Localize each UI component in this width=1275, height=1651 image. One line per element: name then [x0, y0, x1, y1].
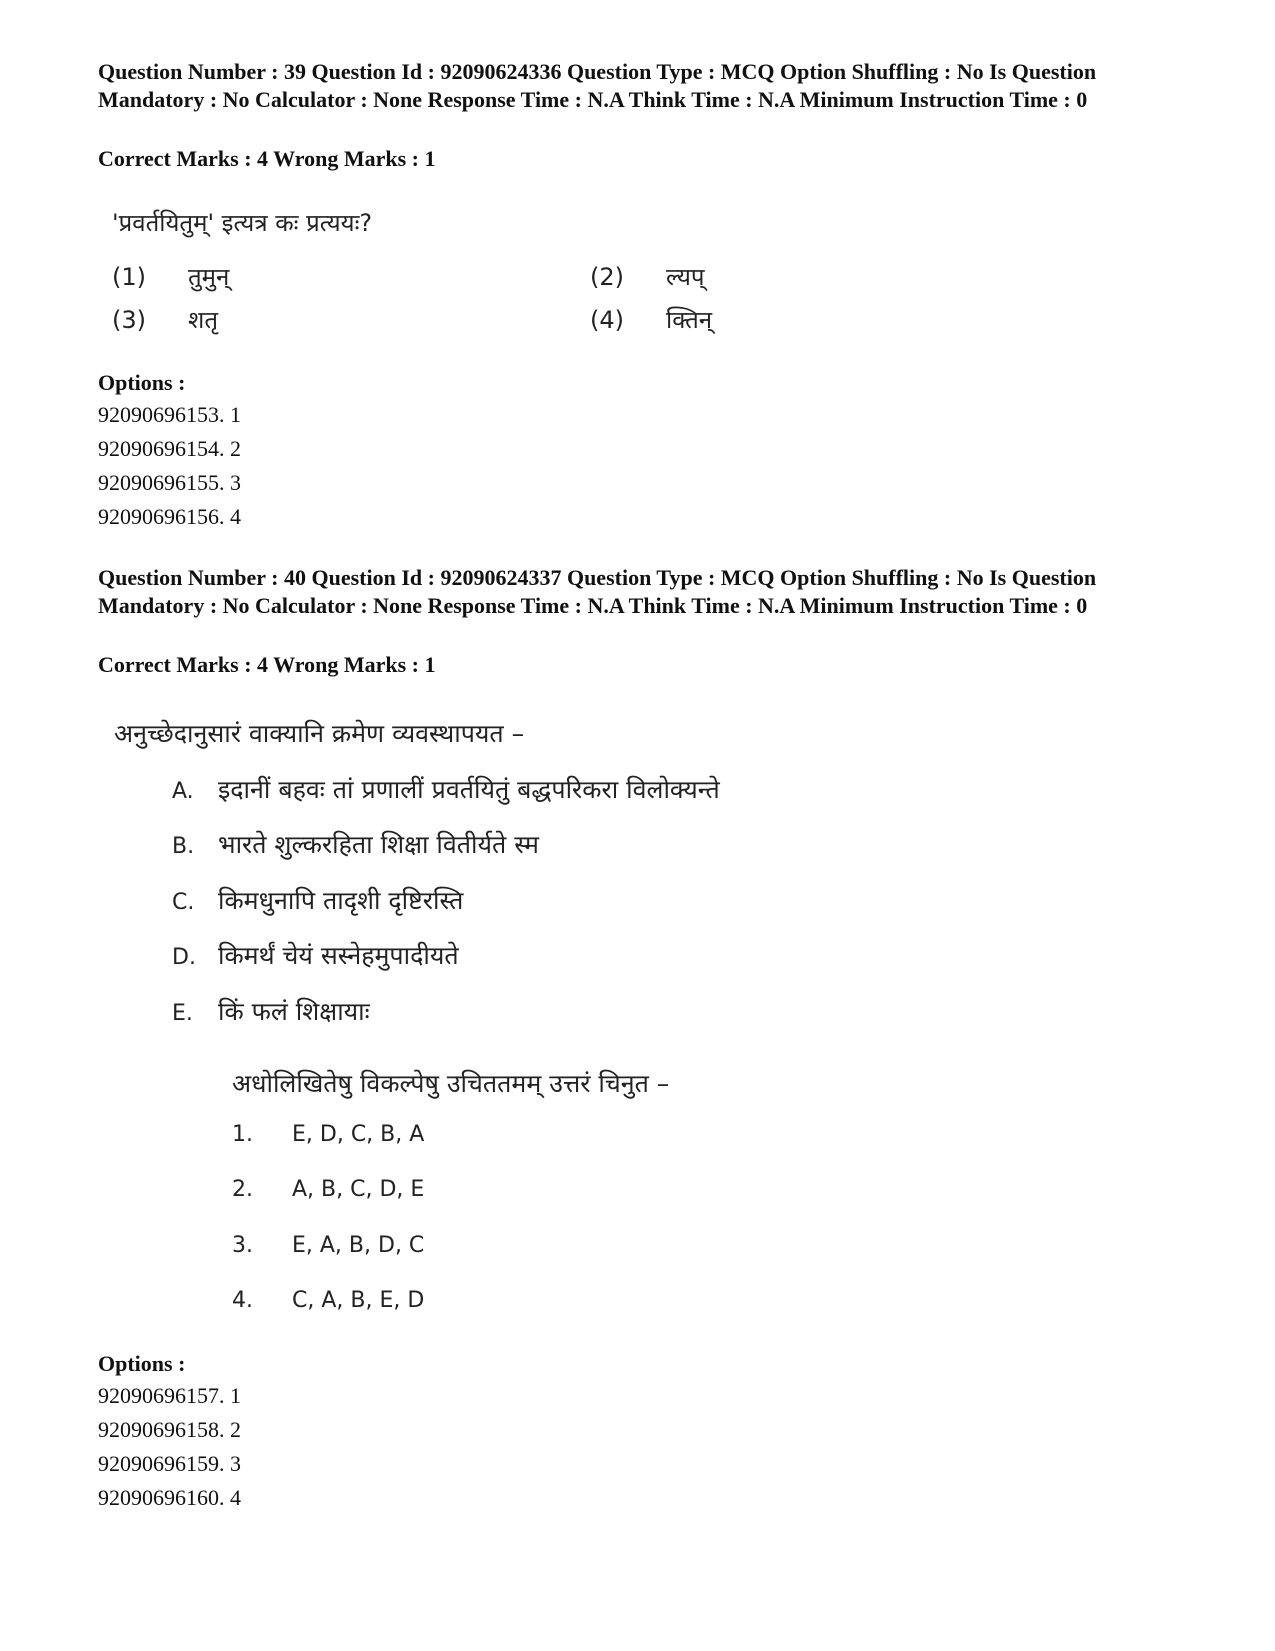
- question-39-choice-2: [590, 260, 705, 293]
- choice-number: 3.: [232, 1233, 253, 1258]
- question-40-options: [98, 1379, 241, 1515]
- statement-text: किमधुनापि तादृशी दृष्टिरस्ति: [218, 886, 464, 915]
- question-39-choice-3: [112, 303, 218, 336]
- question-40-options-label: Options :: [98, 1351, 186, 1376]
- statement-text: किं फलं शिक्षायाः: [218, 997, 370, 1026]
- choice-number: 4.: [232, 1288, 253, 1313]
- statement-text: भारते शुल्करहिता शिक्षा वितीर्यते स्म: [218, 830, 539, 859]
- statement-label: C.: [172, 890, 195, 915]
- choice-text: तुमुन्: [188, 263, 230, 291]
- choice-number: 1.: [232, 1122, 253, 1147]
- choice-number: (4): [590, 306, 624, 334]
- question-40-choice-2: [232, 1177, 424, 1202]
- question-40-stem: अनुच्छेदानुसारं वाक्यानि क्रमेण व्यवस्थापयत –: [114, 719, 525, 748]
- option-item: 92090696154. 2: [98, 436, 241, 461]
- choice-text: शतृ: [188, 306, 218, 334]
- statement-label: D.: [172, 945, 196, 970]
- option-item: 92090696160. 4: [98, 1485, 241, 1510]
- statement-a: [172, 772, 720, 806]
- option-item: 92090696153. 1: [98, 402, 241, 427]
- option-item: 92090696156. 4: [98, 504, 241, 529]
- question-39-choice-4: [590, 303, 712, 336]
- statement-label: B.: [172, 834, 195, 859]
- choice-number: (1): [112, 263, 146, 291]
- statement-b: [172, 827, 539, 861]
- option-item: 92090696157. 1: [98, 1383, 241, 1408]
- statement-label: A.: [172, 779, 194, 804]
- choice-number: 2.: [232, 1177, 253, 1202]
- question-40-choice-1: [232, 1122, 424, 1147]
- statement-e: [172, 994, 370, 1028]
- option-item: 92090696155. 3: [98, 470, 241, 495]
- question-39-stem: 'प्रवर्तयितुम्' इत्यत्र कः प्रत्ययः?: [112, 209, 373, 237]
- statement-label: E.: [172, 1001, 193, 1026]
- choice-text: C, A, B, E, D: [292, 1288, 425, 1313]
- choice-text: ल्यप्: [666, 263, 705, 291]
- choice-text: E, A, B, D, C: [292, 1233, 425, 1258]
- question-39-meta: Question Number : 39 Question Id : 92090624336 Question Type : MCQ Option Shuffling : No Is Question Mandatory : No Calculator : None Response Time : N.A Think Time : N.A Minimum Instruction Time : 0: [98, 59, 1097, 112]
- choice-text: E, D, C, B, A: [292, 1122, 425, 1147]
- option-item: 92090696159. 3: [98, 1451, 241, 1476]
- statement-c: [172, 883, 463, 917]
- question-39-options: [98, 398, 241, 534]
- question-40-choice-3: [232, 1233, 424, 1258]
- question-39-marks: Correct Marks : 4 Wrong Marks : 1: [98, 146, 436, 171]
- question-40-marks: Correct Marks : 4 Wrong Marks : 1: [98, 652, 436, 677]
- choice-number: (2): [590, 263, 624, 291]
- choice-text: A, B, C, D, E: [292, 1177, 425, 1202]
- statement-text: किमर्थं चेयं सस्नेहमुपादीयते: [218, 941, 459, 970]
- statement-text: इदानीं बहवः तां प्रणालीं प्रवर्तयितुं बद्धपरिकरा विलोक्यन्ते: [218, 775, 720, 804]
- question-40-choice-4: [232, 1288, 424, 1313]
- choice-number: (3): [112, 306, 146, 334]
- option-item: 92090696158. 2: [98, 1417, 241, 1442]
- question-40-meta: Question Number : 40 Question Id : 92090624337 Question Type : MCQ Option Shuffling : No Is Question Mandatory : No Calculator : None Response Time : N.A Think Time : N.A Minimum Instruction Time : 0: [98, 565, 1097, 618]
- question-39-options-label: Options :: [98, 370, 186, 395]
- statement-d: [172, 938, 459, 972]
- question-39-choice-1: [112, 260, 229, 293]
- choice-text: क्तिन्: [666, 306, 713, 334]
- question-40-instruction: अधोलिखितेषु विकल्पेषु उचिततमम् उत्तरं चिनुत –: [232, 1069, 670, 1098]
